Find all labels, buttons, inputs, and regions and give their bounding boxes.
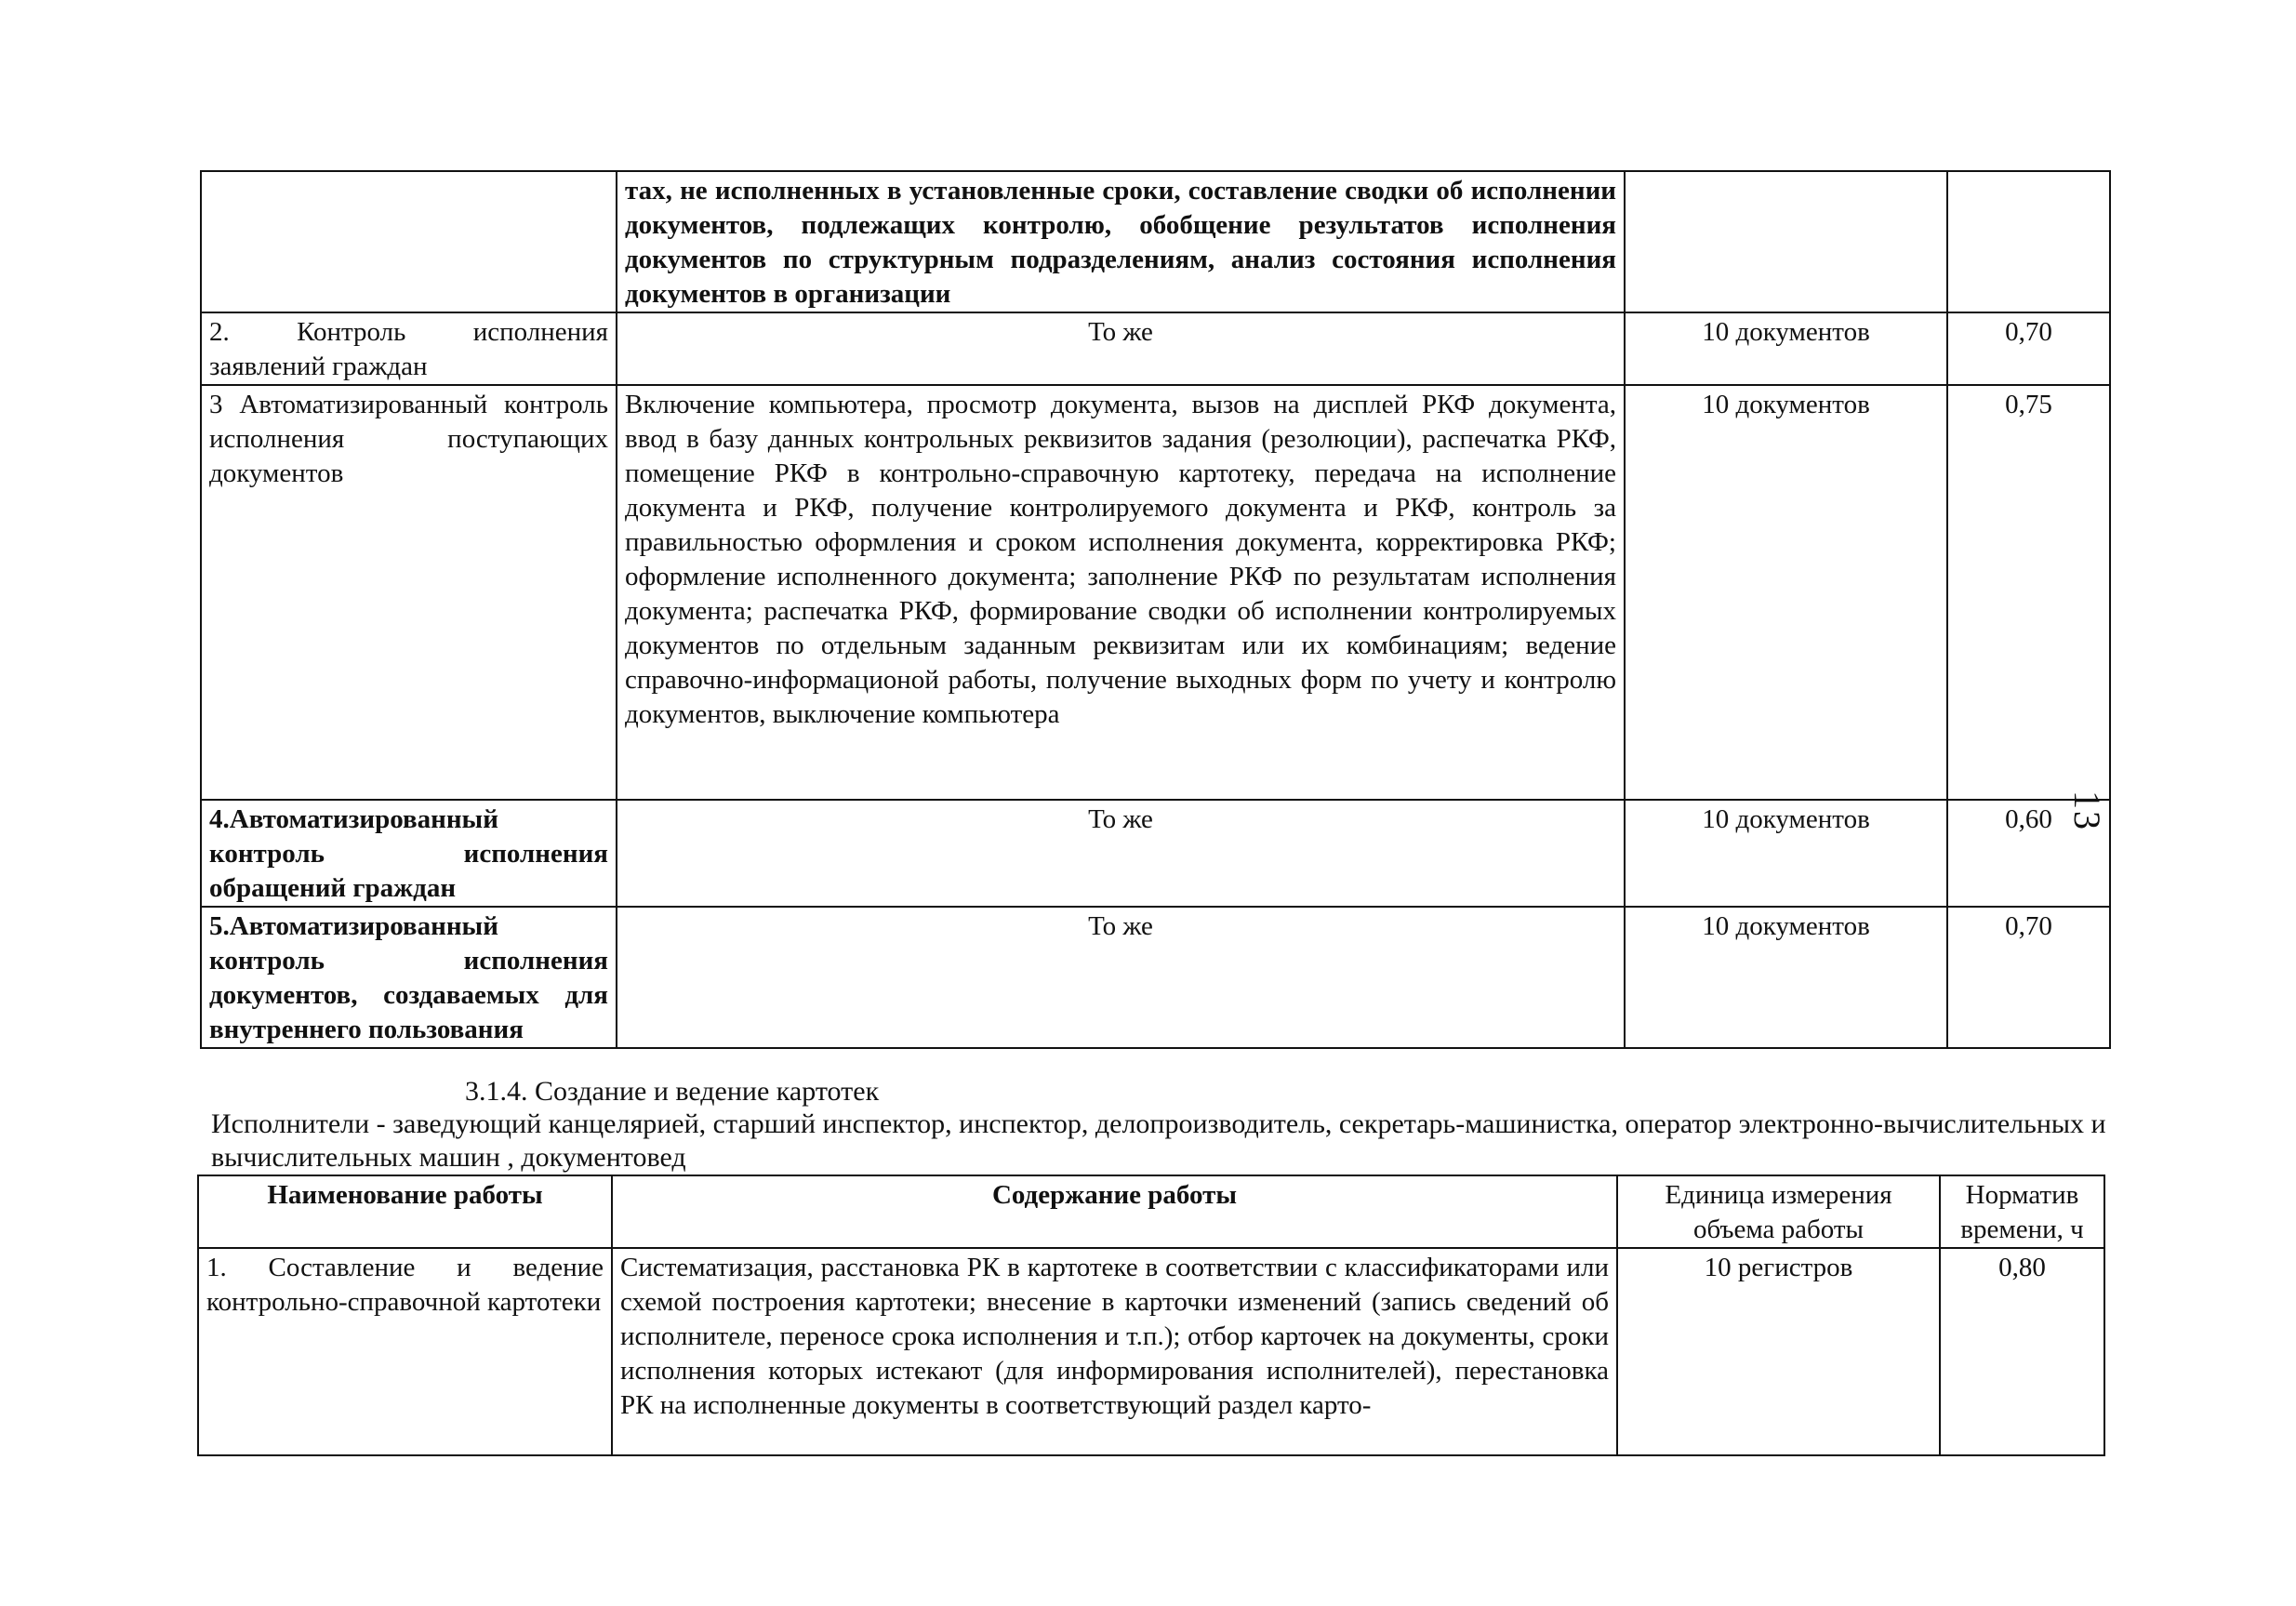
work-norm-cell: 0,75 <box>1947 385 2110 800</box>
norms-table-control <box>200 170 2111 1049</box>
work-norm-cell: 0,70 <box>1947 312 2110 385</box>
table-row <box>201 171 2110 312</box>
section-heading: 3.1.4. Создание и ведение картотек <box>465 1076 880 1107</box>
work-unit-cell: 10 регистров <box>1617 1248 1940 1455</box>
page-number: 13 <box>2066 790 2108 831</box>
work-content-cell: Включение компьютера, просмотр документа, вызов на дисплей РКФ документа, ввод в базу данных контрольных реквизитов задания (резолюции), распечатка РКФ, помещение РКФ в контрольно-справочную картотеку, передача на исполнение документа и РКФ, получение контролируемого документа и РКФ, контроль за правильностью оформления и сроком исполнения документа, корректировка РКФ; оформление исполненного документа; заполнение РКФ по результатам исполнения документа; распечатка РКФ, формирование сводки об исполнении контролируемых документов по отдельным заданным реквизитам или их комбинациям; ведение справочно-информационой работы, получение выходных форм по учету и контролю документов, выключение компьютера <box>617 385 1625 800</box>
table-row <box>201 312 2110 385</box>
work-name-cell: 3 Автоматизированный контроль исполнения поступающих документов <box>201 385 617 800</box>
header-work-name: Наименование работы <box>198 1175 612 1248</box>
work-name-cell <box>201 171 617 312</box>
header-unit: Единица измерения объема работы <box>1617 1175 1940 1248</box>
table-header-row <box>198 1175 2104 1248</box>
work-name-cell: 5.Автоматизированный контроль исполнения документов, создаваемых для внутреннего пользования <box>201 907 617 1048</box>
work-content-cell: То же <box>617 907 1625 1048</box>
work-name-cell: 1. Составление и ведение контрольно-справочной картотеки <box>198 1248 612 1455</box>
work-name-cell: 4.Автоматизированный контроль исполнения обращений граждан <box>201 800 617 907</box>
table-row <box>198 1248 2104 1455</box>
work-norm-cell: 0,60 <box>1947 800 2110 907</box>
table-row <box>201 385 2110 800</box>
work-unit-cell: 10 документов <box>1625 800 1947 907</box>
work-content-cell: То же <box>617 800 1625 907</box>
work-unit-cell: 10 документов <box>1625 312 1947 385</box>
header-work-content: Содержание работы <box>612 1175 1617 1248</box>
work-content-cell: тах, не исполненных в установленные сроки, составление сводки об исполнении документов, подлежащих контролю, обобщение результатов исполнения документов по структурным подразделениям, анализ состояния исполнения документов в организации <box>617 171 1625 312</box>
work-name-cell: 2. Контроль исполнения заявлений граждан <box>201 312 617 385</box>
performers-text: Исполнители - заведующий канцелярией, старший инспектор, инспектор, делопроизводитель, секретарь-машинистка, оператор электронно-вычислительных и вычислительных машин , документовед <box>211 1108 2106 1173</box>
work-norm-cell <box>1947 171 2110 312</box>
header-norm: Норматив времени, ч <box>1940 1175 2104 1248</box>
table-row <box>201 907 2110 1048</box>
work-unit-cell <box>1625 171 1947 312</box>
table-row <box>201 800 2110 907</box>
work-content-cell: Систематизация, расстановка РК в картотеке в соответствии с классификаторами или схемой построения картотеки; внесение в карточки изменений (запись сведений об исполнителе, переносе срока исполнения и т.п.); отбор карточек на документы, сроки исполнения которых истекают (для информирования исполнителей), перестановка РК на исполненные документы в соответствующий раздел карто- <box>612 1248 1617 1455</box>
norms-table-card-index <box>197 1175 2105 1456</box>
work-norm-cell: 0,80 <box>1940 1248 2104 1455</box>
work-unit-cell: 10 документов <box>1625 907 1947 1048</box>
work-content-cell: То же <box>617 312 1625 385</box>
work-unit-cell: 10 документов <box>1625 385 1947 800</box>
work-norm-cell: 0,70 <box>1947 907 2110 1048</box>
